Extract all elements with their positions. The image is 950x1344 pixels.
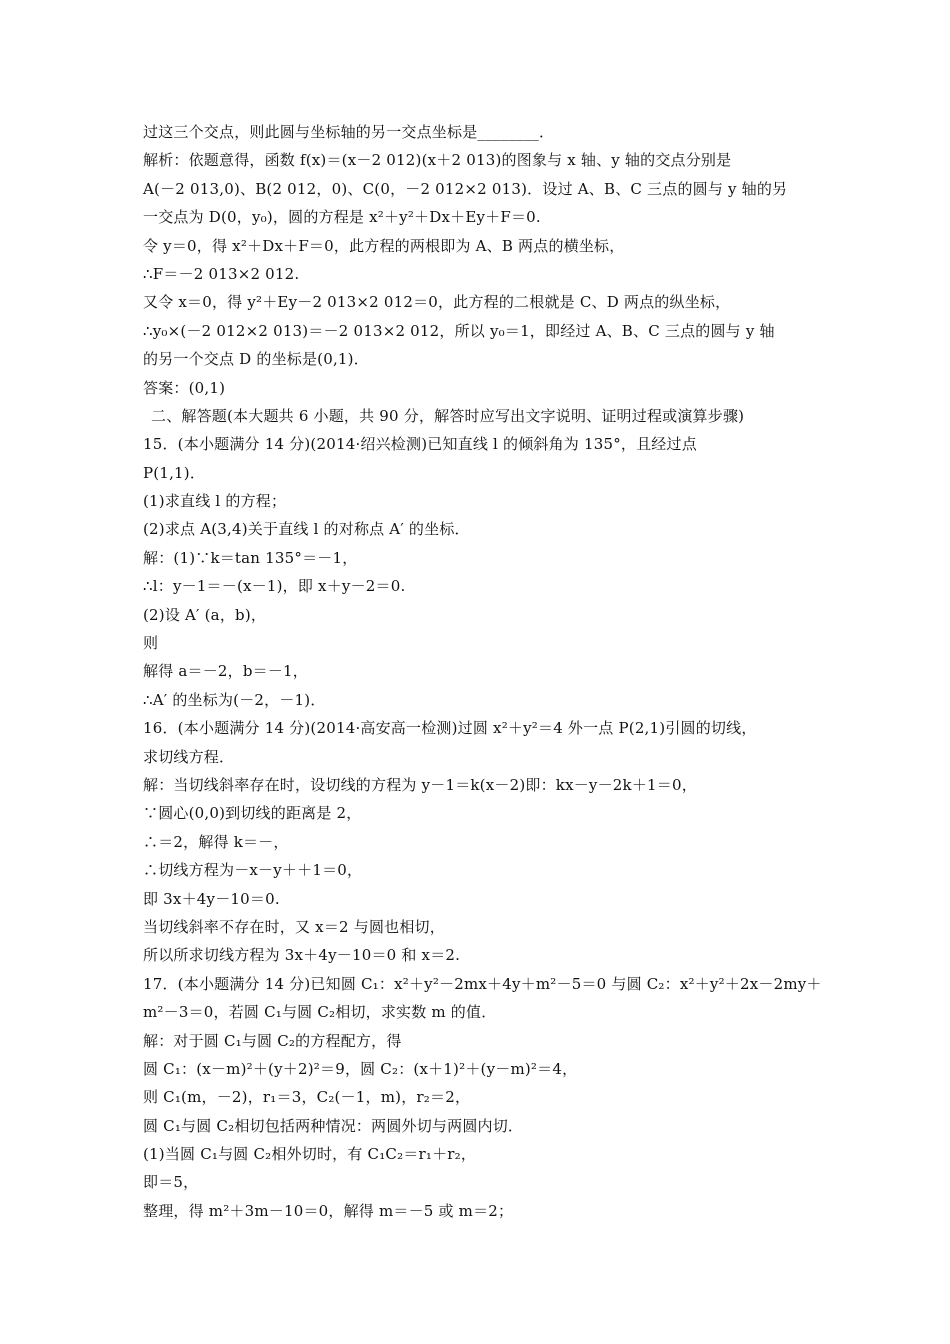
- problem-15-solution-line: 解：(1)∵k＝tan 135°＝－1，: [143, 548, 358, 567]
- problem-15-part: (1)求直线 l 的方程；: [143, 492, 287, 511]
- problem-15-solution-line: ∴A′ 的坐标为(－2，－1)．: [143, 690, 326, 709]
- problem-15-solution-line: ∴l：y－1＝－(x－1)，即 x＋y－2＝0.: [143, 577, 406, 596]
- problem-16-solution-line: ∴切线方程为－x－y＋＋1＝0，: [143, 861, 363, 880]
- problem-15-part: (2)求点 A(3,4)关于直线 l 的对称点 A′ 的坐标．: [143, 520, 470, 539]
- problem-16-solution-line: 所以所求切线方程为 3x＋4y－10＝0 和 x＝2.: [143, 946, 461, 965]
- solution-line: 一交点为 D(0，y₀)，圆的方程是 x²＋y²＋Dx＋Ey＋F＝0.: [143, 208, 541, 227]
- answer-prompt-line: 过这三个交点，则此圆与坐标轴的另一交点坐标是________．: [143, 123, 555, 141]
- solution-line: 令 y＝0，得 x²＋Dx＋F＝0，此方程的两根即为 A、B 两点的横坐标，: [143, 236, 625, 255]
- problem-15-solution-line: 则: [143, 634, 159, 653]
- problem-16-solution-line: 即 3x＋4y－10＝0.: [143, 889, 280, 908]
- solution-line: 解析：依题意得，函数 f(x)＝(x－2 012)(x＋2 013)的图象与 x 轴、y 轴的交点分别是: [143, 151, 732, 170]
- answer-line: 答案：(0,1): [143, 378, 226, 397]
- solution-line: 又令 x＝0，得 y²＋Ey－2 013×2 012＝0，此方程的二根就是 C、D 两点的纵坐标，: [143, 293, 731, 312]
- problem-16-solution-line: ∵圆心(0,0)到切线的距离是 2，: [143, 804, 362, 823]
- problem-17-statement: 17．(本小题满分 14 分)已知圆 C₁：x²＋y²－2mx＋4y＋m²－5＝0 与圆 C₂：x²＋y²＋2x－2my＋: [143, 974, 822, 993]
- problem-17-solution-line: 圆 C₁与圆 C₂相切包括两种情况：两圆外切与两圆内切．: [143, 1116, 524, 1135]
- problem-17-solution-line: (1)当圆 C₁与圆 C₂相外切时，有 C₁C₂＝r₁＋r₂，: [143, 1145, 477, 1164]
- problem-17-solution-line: 则 C₁(m，－2)，r₁＝3，C₂(－1，m)，r₂＝2，: [143, 1088, 471, 1107]
- problem-16-statement: 16．(本小题满分 14 分)(2014·高安高一检测)过圆 x²＋y²＝4 外一点 P(2,1)引圆的切线，: [143, 719, 757, 738]
- problem-16-solution-line: ∴＝2，解得 k＝－，: [143, 832, 289, 851]
- problem-15-solution-line: (2)设 A′ (a，b)，: [143, 605, 267, 624]
- solution-line: ∴F＝－2 013×2 012.: [143, 264, 300, 283]
- document-page: [143, 118, 823, 1225]
- solution-line: 的另一个交点 D 的坐标是(0,1)．: [143, 350, 369, 369]
- problem-17-solution-line: 整理，得 m²＋3m－10＝0，解得 m＝－5 或 m＝2；: [143, 1201, 514, 1220]
- problem-17-solution-line: 即＝5，: [143, 1173, 199, 1192]
- solution-line: ∴y₀×(－2 012×2 013)＝－2 013×2 012，所以 y₀＝1，即经过 A、B、C 三点的圆与 y 轴: [143, 321, 775, 340]
- problem-16-solution-line: 当切线斜率不存在时，又 x＝2 与圆也相切，: [143, 917, 445, 936]
- problem-15-statement: P(1,1)．: [143, 463, 206, 482]
- problem-16-solution-line: 解：当切线斜率存在时，设切线的方程为 y－1＝k(x－2)即：kx－y－2k＋1＝0，: [143, 775, 697, 794]
- section-heading: 二、解答题(本大题共 6 小题，共 90 分，解答时应写出文字说明、证明过程或演算步骤): [151, 406, 745, 425]
- problem-17-solution-line: 解：对于圆 C₁与圆 C₂的方程配方，得: [143, 1031, 402, 1050]
- problem-17-statement: m²－3＝0，若圆 C₁与圆 C₂相切，求实数 m 的值．: [143, 1003, 497, 1022]
- problem-17-solution-line: 圆 C₁：(x－m)²＋(y＋2)²＝9，圆 C₂：(x＋1)²＋(y－m)²＝4，: [143, 1059, 578, 1078]
- solution-line: A(－2 013,0)、B(2 012，0)、C(0，－2 012×2 013)．设过 A、B、C 三点的圆与 y 轴的另: [143, 179, 788, 198]
- problem-15-solution-line: 解得 a＝－2，b＝－1，: [143, 662, 309, 681]
- problem-15-statement: 15．(本小题满分 14 分)(2014·绍兴检测)已知直线 l 的倾斜角为 135°，且经过点: [143, 435, 697, 454]
- problem-16-statement: 求切线方程．: [143, 747, 235, 766]
